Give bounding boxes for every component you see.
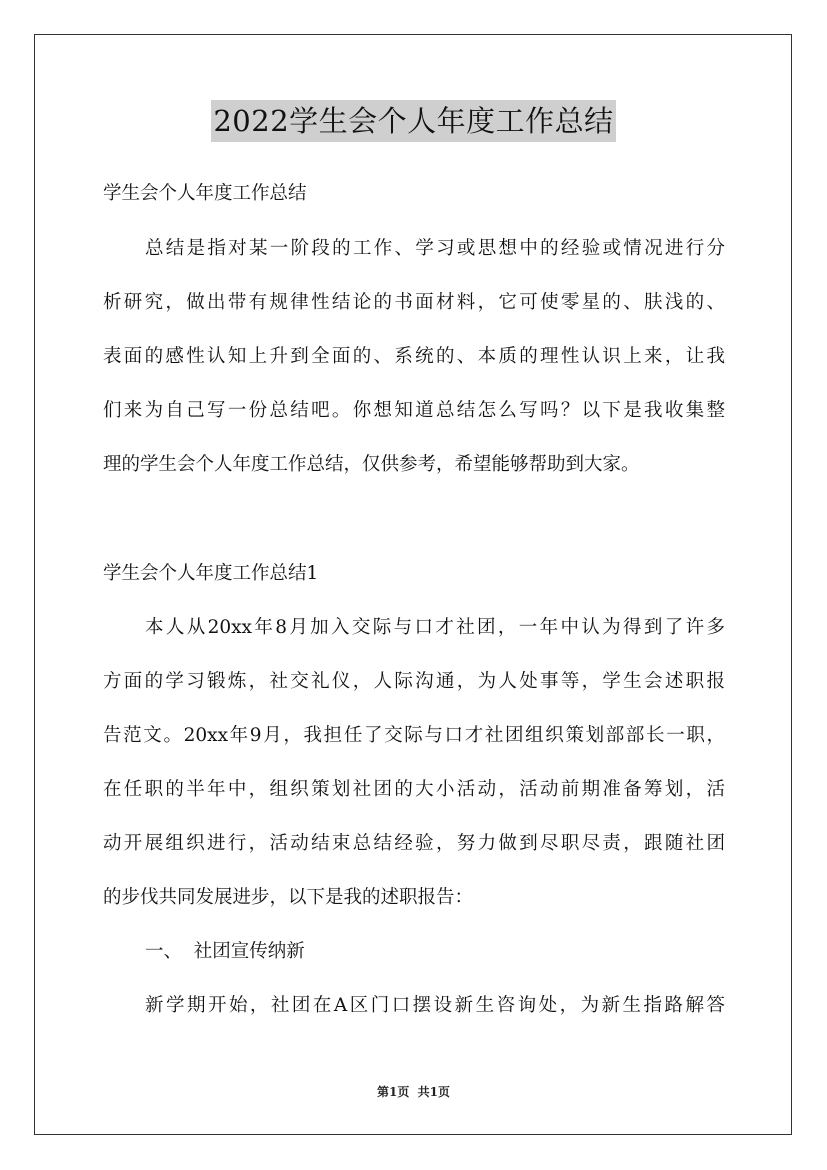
intro-line-5: 理的学生会个人年度工作总结，仅供参考，希望能够帮助到大家。	[103, 454, 640, 475]
body-line-3: 告范文。20xx年9月，我担任了交际与口才社团组织策划部部长一职，	[103, 725, 725, 746]
page-footer: 第1页 共1页	[376, 1085, 451, 1099]
body-line-6: 的步伐共同发展进步，以下是我的述职报告：	[103, 887, 474, 908]
item-heading: 一、 社团宣传纳新	[145, 941, 305, 962]
intro-line-4: 们来为自己写一份总结吧。你想知道总结怎么写吗？以下是我收集整	[103, 400, 725, 421]
body-line-1: 本人从20xx年8月加入交际与口才社团，一年中认为得到了许多	[145, 617, 725, 638]
intro-line-2: 析研究，做出带有规律性结论的书面材料，它可使零星的、肤浅的、	[103, 292, 725, 313]
body-line-2: 方面的学习锻炼，社交礼仪，人际沟通，为人处事等，学生会述职报	[103, 671, 725, 692]
section-heading: 学生会个人年度工作总结1	[103, 563, 319, 584]
subtitle: 学生会个人年度工作总结	[103, 183, 307, 204]
body-line-5: 动开展组织进行，活动结束总结经验，努力做到尽职尽责，跟随社团	[103, 833, 725, 854]
intro-line-1: 总结是指对某一阶段的工作、学习或思想中的经验或情况进行分	[145, 238, 725, 259]
item-text: 新学期开始，社团在A区门口摆设新生咨询处，为新生指路解答	[145, 995, 725, 1016]
title-container	[0, 100, 827, 142]
body-line-4: 在任职的半年中，组织策划社团的大小活动，活动前期准备筹划，活	[103, 779, 725, 800]
document-title: 2022学生会个人年度工作总结	[211, 100, 615, 142]
intro-line-3: 表面的感性认知上升到全面的、系统的、本质的理性认识上来，让我	[103, 346, 725, 367]
